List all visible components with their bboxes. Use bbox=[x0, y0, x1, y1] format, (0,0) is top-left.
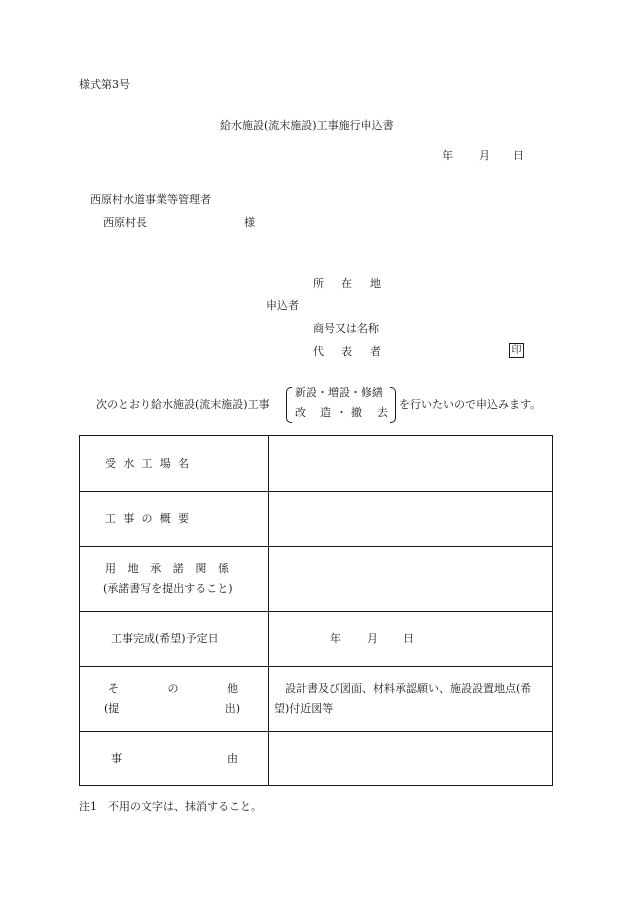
water-site-label-cell bbox=[80, 436, 269, 492]
completion-label-cell bbox=[80, 612, 269, 667]
table-row-completion bbox=[80, 612, 553, 667]
land-consent-char-4: 諾 bbox=[172, 562, 184, 575]
company-label: 商号又は名称 bbox=[313, 322, 379, 335]
other-sub-1: (提 bbox=[104, 702, 120, 715]
table-row-water-site bbox=[80, 436, 553, 492]
overview-label-cell bbox=[80, 492, 269, 547]
date-year: 年 bbox=[442, 149, 453, 162]
table-row-land-consent bbox=[80, 547, 553, 612]
option-line-2-3: ・ bbox=[336, 406, 347, 419]
reason-char-2: 由 bbox=[227, 751, 238, 765]
address-label-1: 所 bbox=[313, 277, 324, 290]
water-site-char-1: 受 bbox=[105, 456, 116, 470]
option-line-1: 新設・増設・修繕 bbox=[295, 386, 383, 399]
other-char-1: そ bbox=[108, 682, 119, 695]
land-consent-char-3: 承 bbox=[150, 562, 162, 575]
address-label-2: 在 bbox=[341, 277, 352, 290]
reason-char-1: 事 bbox=[111, 751, 122, 765]
document-title: 給水施設(流末施設)工事施行申込書 bbox=[220, 119, 394, 132]
overview-char-5: 要 bbox=[178, 512, 189, 525]
land-consent-sub-label: (承諾書写を提出すること) bbox=[103, 582, 233, 595]
completion-year: 年 bbox=[330, 632, 341, 645]
option-line-2-5: 去 bbox=[377, 406, 388, 419]
date-month: 月 bbox=[479, 149, 490, 162]
completion-day: 日 bbox=[403, 632, 414, 645]
completion-month: 月 bbox=[367, 632, 378, 645]
overview-char-1: 工 bbox=[105, 512, 116, 525]
left-brace bbox=[286, 387, 292, 423]
land-consent-char-2: 地 bbox=[127, 562, 139, 575]
other-value-line-1: 設計書及び図面、材料承認願い、施設設置地点(希 bbox=[285, 682, 532, 695]
addressee-name: 西原村長 bbox=[103, 216, 147, 229]
other-char-2: の bbox=[167, 682, 179, 695]
application-table bbox=[79, 435, 553, 786]
other-label-cell bbox=[80, 667, 269, 732]
water-site-char-4: 場 bbox=[159, 456, 171, 470]
other-value-line-2: 望)付近図等 bbox=[274, 702, 334, 715]
applicant-label: 申込者 bbox=[266, 299, 299, 312]
land-consent-label-cell bbox=[80, 547, 269, 612]
water-site-char-3: 工 bbox=[141, 456, 153, 470]
completion-label: 工事完成(希望)予定日 bbox=[111, 632, 219, 645]
other-value-cell[interactable] bbox=[269, 667, 553, 732]
overview-char-2: 事 bbox=[123, 512, 135, 525]
completion-value-cell[interactable] bbox=[269, 612, 553, 667]
other-sub-2: 出) bbox=[224, 702, 240, 715]
overview-char-3: の bbox=[141, 512, 153, 525]
water-site-char-5: 名 bbox=[178, 456, 189, 470]
statement-prefix: 次のとおり給水施設(流末施設)工事 bbox=[96, 398, 270, 411]
representative-label-3: 者 bbox=[370, 345, 381, 358]
land-consent-char-6: 係 bbox=[217, 562, 229, 575]
representative-label-2: 表 bbox=[341, 345, 352, 358]
date-day: 日 bbox=[513, 149, 524, 162]
addressee-honorific: 様 bbox=[244, 216, 255, 229]
land-consent-char-1: 用 bbox=[105, 562, 116, 575]
representative-label-1: 代 bbox=[313, 345, 324, 358]
table-row-overview bbox=[80, 492, 553, 547]
right-brace bbox=[390, 387, 396, 423]
land-consent-char-5: 関 bbox=[195, 562, 207, 575]
water-site-char-2: 水 bbox=[123, 456, 135, 470]
reason-value-cell[interactable] bbox=[269, 732, 553, 786]
other-char-3: 他 bbox=[227, 682, 238, 695]
land-consent-value-cell[interactable] bbox=[269, 547, 553, 612]
statement-suffix: を行いたいので申込みます。 bbox=[399, 398, 542, 411]
water-site-value-cell[interactable] bbox=[269, 436, 553, 492]
addressee-org: 西原村水道事業等管理者 bbox=[90, 193, 211, 206]
form-number: 様式第3号 bbox=[79, 78, 130, 91]
overview-char-4: 概 bbox=[159, 512, 171, 525]
reason-label-cell bbox=[80, 732, 269, 786]
table-row-reason bbox=[80, 732, 553, 786]
option-line-2-4: 撤 bbox=[351, 406, 362, 419]
footnote: 注1 不用の文字は、抹消すること。 bbox=[79, 800, 262, 813]
table-row-other bbox=[80, 667, 553, 732]
option-line-2-1: 改 bbox=[295, 406, 306, 419]
option-line-2-2: 造 bbox=[320, 406, 331, 419]
seal-mark: 印 bbox=[509, 343, 524, 358]
overview-value-cell[interactable] bbox=[269, 492, 553, 547]
address-label-3: 地 bbox=[370, 277, 381, 290]
